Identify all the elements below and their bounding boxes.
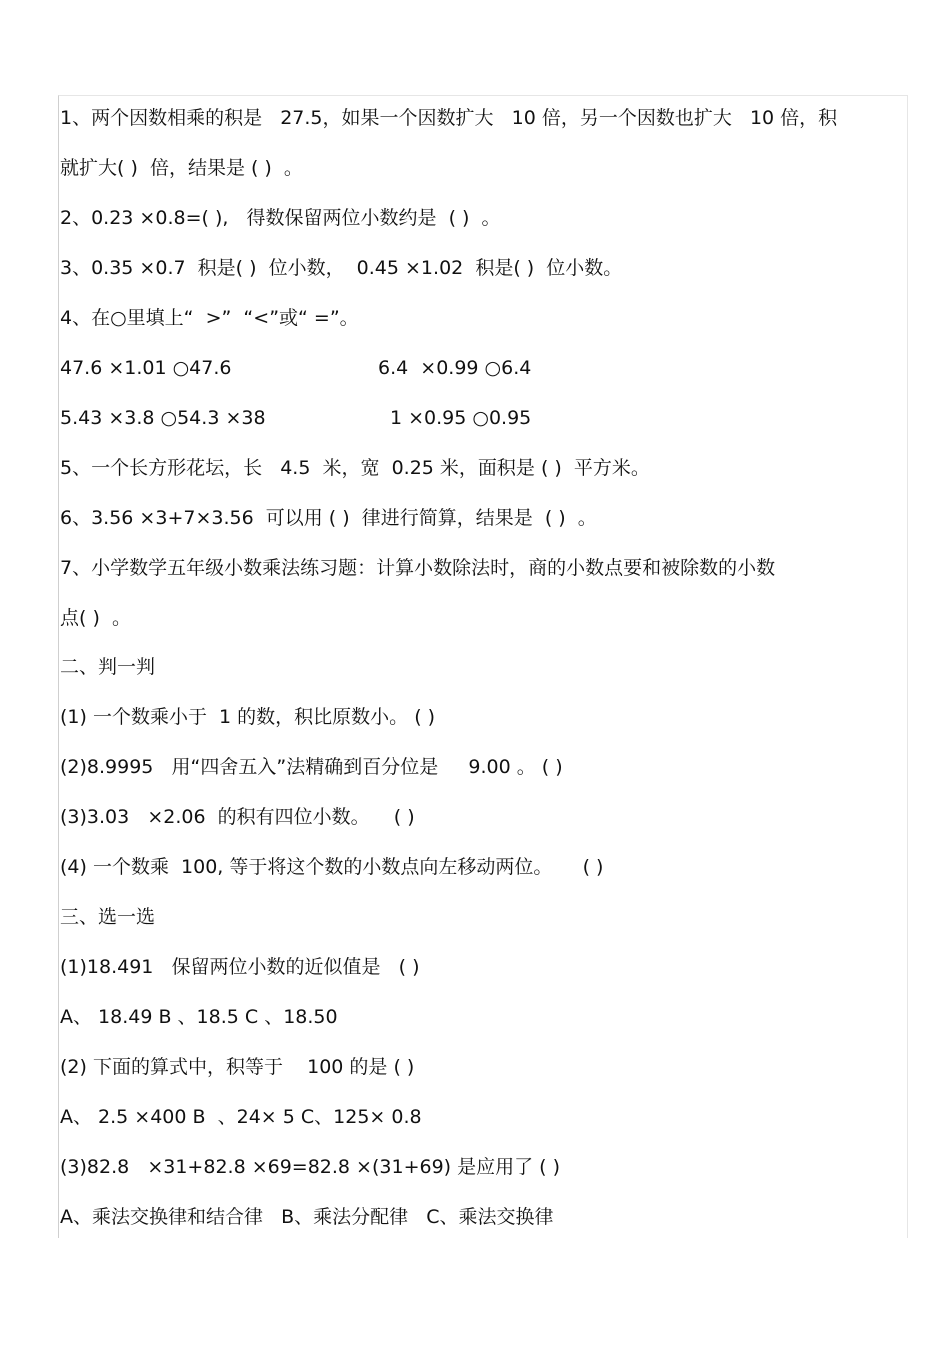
- q4-compare-4: 1 ×0.95 ○0.95: [390, 407, 532, 429]
- q3: 3、0.35 ×0.7 积是( ) 位小数， 0.45 ×1.02 积是( ) 位小数。: [60, 257, 623, 279]
- judge-1: (1) 一个数乘小于 1 的数，积比原数小。 ( ): [60, 706, 436, 728]
- q7-line1: 7、小学数学五年级小数乘法练习题：计算小数除法时，商的小数点要和被除数的小数: [60, 557, 776, 579]
- q5: 5、一个长方形花坛，长 4.5 米，宽 0.25 米，面积是 ( ) 平方米。: [60, 457, 650, 479]
- choice-2: (2) 下面的算式中，积等于 100 的是 ( ): [60, 1056, 415, 1078]
- q4-compare-1: 47.6 ×1.01 ○47.6: [60, 357, 232, 379]
- q4: 4、在○里填上“ >” “<”或“ =”。: [60, 307, 359, 329]
- choice-3-options: A、乘法交换律和结合律 B、乘法分配律 C、乘法交换律: [60, 1206, 554, 1228]
- q1-line2: 就扩大( ) 倍，结果是 ( ) 。: [60, 157, 303, 179]
- choice-3: (3)82.8 ×31+82.8 ×69=82.8 ×(31+69) 是应用了 ( ): [60, 1156, 561, 1178]
- q6: 6、3.56 ×3+7×3.56 可以用 ( ) 律进行简算，结果是 ( ) 。: [60, 507, 597, 529]
- judge-3: (3)3.03 ×2.06 的积有四位小数。 ( ): [60, 806, 415, 828]
- choice-2-options: A、 2.5 ×400 B 、24× 5 C、125× 0.8: [60, 1106, 422, 1128]
- section-2-heading: 二、判一判: [60, 656, 156, 678]
- judge-2: (2)8.9995 用“四舍五入”法精确到百分位是 9.00 。 ( ): [60, 756, 563, 778]
- q4-compare-2: 6.4 ×0.99 ○6.4: [378, 357, 532, 379]
- section-3-heading: 三、选一选: [60, 906, 156, 928]
- judge-4: (4) 一个数乘 100, 等于将这个数的小数点向左移动两位。 ( ): [60, 856, 604, 878]
- q1-line1: 1、两个因数相乘的积是 27.5，如果一个因数扩大 10 倍，另一个因数也扩大 10 倍，积: [60, 107, 838, 129]
- q4-compare-3: 5.43 ×3.8 ○54.3 ×38: [60, 407, 266, 429]
- q7-line2: 点( ) 。: [60, 607, 131, 629]
- choice-1: (1)18.491 保留两位小数的近似值是 ( ): [60, 956, 420, 978]
- choice-1-options: A、 18.49 B 、18.5 C 、18.50: [60, 1006, 338, 1028]
- q2: 2、0.23 ×0.8=( ), 得数保留两位小数约是 ( ) 。: [60, 207, 501, 229]
